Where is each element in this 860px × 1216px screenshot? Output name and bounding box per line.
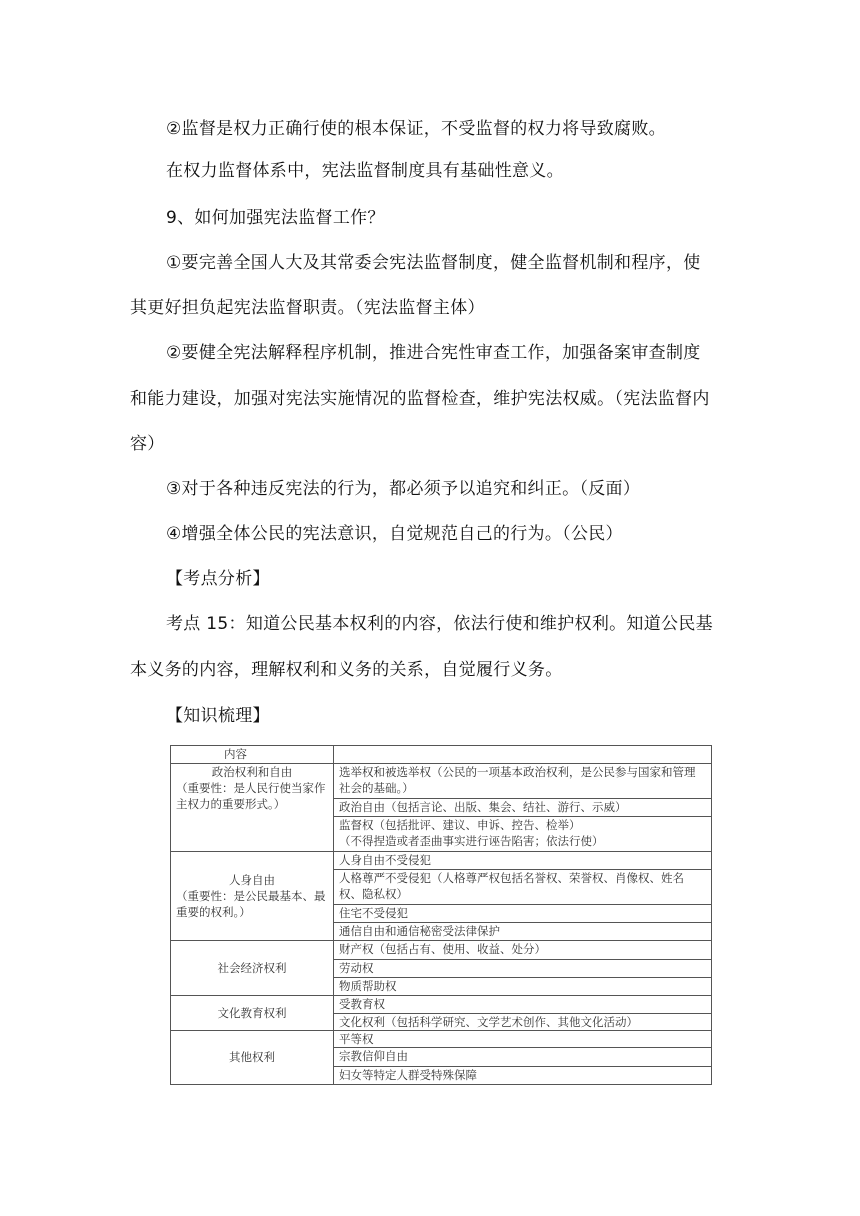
item-cell: 平等权: [334, 1030, 712, 1047]
category-cell: [171, 996, 334, 1031]
item-cell: 选举权和被选举权（公民的一项基本政治权利，是公民参与国家和管理社会的基础。）: [334, 764, 712, 799]
paragraph: 在权力监督体系中，宪法监督制度具有基础性意义。: [166, 161, 564, 181]
item-cell: 妇女等特定人群受特殊保障: [334, 1066, 712, 1084]
section-heading: 【考点分析】: [166, 569, 270, 589]
section-heading: 【知识梳理】: [166, 706, 270, 726]
table-row: [171, 996, 712, 1013]
category-cell: [171, 851, 334, 941]
item-cell: 财产权（包括占有、使用、收益、处分）: [334, 941, 712, 959]
category-label: 其他权利: [229, 1050, 275, 1065]
table-header-row: [171, 746, 712, 764]
category-cell: [171, 941, 334, 996]
paragraph: 本义务的内容，理解权利和义务的关系，自觉履行义务。: [130, 660, 563, 680]
item-cell: 劳动权: [334, 959, 712, 977]
item-cell: 人格尊严不受侵犯（人格尊严权包括名誉权、荣誉权、肖像权、姓名权、隐私权）: [334, 870, 712, 905]
category-label: 人身自由: [229, 873, 275, 888]
paragraph: 考点 15：知道公民基本权利的内容，依法行使和维护权利。知道公民基: [166, 614, 713, 634]
category-cell: [171, 764, 334, 852]
table-row: [171, 851, 712, 869]
item-cell: 受教育权: [334, 996, 712, 1013]
paragraph: ③对于各种违反宪法的行为，都必须予以追究和纠正。（反面）: [166, 479, 641, 499]
category-note: （重要性：是人民行使当家作主权力的重要形式。）: [176, 781, 326, 812]
paragraph: ④增强全体公民的宪法意识，自觉规范自己的行为。（公民）: [166, 524, 623, 544]
category-label: 文化教育权利: [217, 1006, 287, 1021]
item-cell: 住宅不受侵犯: [334, 904, 712, 922]
paragraph: 容）: [130, 434, 165, 454]
paragraph: 和能力建设，加强对宪法实施情况的监督检查，维护宪法权威。（宪法监督内: [130, 389, 710, 409]
table-row: [171, 764, 712, 799]
table-header-cell: [334, 746, 712, 764]
category-note: （重要性：是公民最基本、最重要的权利。）: [176, 889, 326, 920]
paragraph: ②监督是权力正确行使的根本保证，不受监督的权力将导致腐败。: [166, 119, 666, 139]
item-cell: 通信自由和通信秘密受法律保护: [334, 923, 712, 941]
paragraph: ①要完善全国人大及其常委会宪法监督制度，健全监督机制和程序，使: [166, 253, 701, 273]
item-cell: 人身自由不受侵犯: [334, 851, 712, 869]
table-row: [171, 941, 712, 959]
item-cell: 物质帮助权: [334, 978, 712, 996]
category-label: 政治权利和自由: [211, 765, 293, 780]
paragraph: ②要健全宪法解释程序机制，推进合宪性审查工作，加强备案审查制度: [166, 343, 701, 363]
item-cell: 政治自由（包括言论、出版、集会、结社、游行、示威）: [334, 798, 712, 816]
item-cell: 监督权（包括批评、建议、申诉、控告、检举） （不得捏造或者歪曲事实进行诬告陷害；依法行使）: [334, 817, 712, 852]
category-cell: [171, 1030, 334, 1084]
table-row: [171, 1030, 712, 1047]
item-cell: 宗教信仰自由: [334, 1048, 712, 1066]
category-label: 社会经济权利: [217, 961, 287, 976]
rights-table: [170, 745, 712, 1085]
section-heading: 9、如何加强宪法监督工作？: [166, 208, 385, 228]
table-header-cell: 内容: [171, 746, 334, 764]
item-cell: 文化权利（包括科学研究、文学艺术创作、其他文化活动）: [334, 1013, 712, 1030]
paragraph: 其更好担负起宪法监督职责。（宪法监督主体）: [130, 298, 485, 318]
